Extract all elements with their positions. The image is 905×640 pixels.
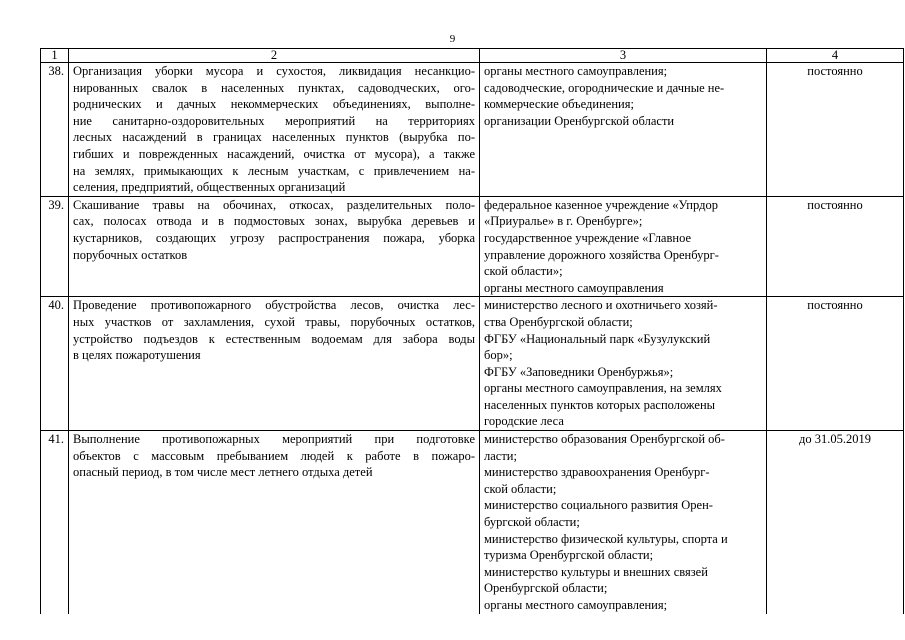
executor-line: государственное учреждение «Главное [484,230,692,245]
executor-line: министерство физической культуры, спорта и [484,531,728,546]
executor-line: населенных пунктов которых расположены [484,397,716,412]
measure-line: ных участков от захламления, сухой травы, порубочных остатков, [73,314,475,329]
table-row [41,431,904,614]
row-measure [69,431,480,614]
row-number: 39. [41,196,69,297]
row-executors [480,63,767,197]
table-header-row [41,49,904,63]
measure-line: кустарников, создающих угрозу распространения пожара, уборка [73,230,475,245]
measure-line: гибших и поврежденных насаждений, очистка от мусора), а также [73,146,475,161]
executor-line: Оренбургской области; [484,581,608,596]
row-executors [480,196,767,297]
row-term: до 31.05.2019 [767,431,904,614]
executor-line: органы местного самоуправления; [484,598,668,612]
header-col-1: 1 [41,49,69,63]
executor-line: министерство культуры и внешних связей [484,564,708,579]
row-term: постоянно [767,196,904,297]
row-term: постоянно [767,63,904,197]
row-executors [480,431,767,614]
measures-table [40,48,904,614]
executor-line: управление дорожного хозяйства Оренбург- [484,247,719,262]
executor-line: ства Оренбургской области; [484,314,633,329]
measure-line: ние санитарно-оздоровительных мероприятий на территориях [73,113,475,128]
executor-line: органы местного самоуправления [484,280,664,295]
measure-line: в целях пожаротушения [73,348,201,363]
row-number: 40. [41,297,69,431]
measure-line: порубочных остатков [73,247,188,262]
executor-line: организации Оренбургской области [484,113,675,128]
executor-line: «Приуралье» в г. Оренбурге»; [484,214,643,229]
measure-line: сах, полосах отвода и в подмостовых зонах, вырубка деревьев и [73,214,475,229]
measure-line: на землях, примыкающих к лесным участкам, с привлечением на- [73,163,475,178]
executor-line: органы местного самоуправления, на землях [484,381,722,396]
executor-line: ской области»; [484,264,563,279]
executor-line: ской области; [484,481,557,496]
header-col-3: 3 [480,49,767,63]
row-measure [69,196,480,297]
executor-line: органы местного самоуправления; [484,64,668,78]
row-term: постоянно [767,297,904,431]
row-measure [69,63,480,197]
header-col-4: 4 [767,49,904,63]
executor-line: туризма Оренбургской области; [484,548,654,563]
measure-line: лесных насаждений в границах населенных пунктов (вырубка по- [73,130,475,145]
table-row [41,297,904,431]
row-number: 41. [41,431,69,614]
executor-line: ФГБУ «Национальный парк «Бузулукский [484,331,711,346]
measure-line: Выполнение противопожарных мероприятий при подготовке [73,432,475,447]
executor-line: федеральное казенное учреждение «Упрдор [484,197,718,212]
executor-line: садоводческие, огороднические и дачные не- [484,80,725,95]
measure-line: роднических и дачных некоммерческих объединениях, выполне- [73,97,475,112]
measure-line: устройство подъездов к естественным водоемам для забора воды [73,331,475,346]
measure-line: селения, предприятий, общественных организаций [73,180,346,195]
executor-line: министерство лесного и охотничьего хозяй- [484,298,718,313]
measure-line: нированных свалок в населенных пунктах, садоводческих, ого- [73,80,475,95]
executor-line: коммерческие объединения; [484,97,634,112]
measure-line: Проведение противопожарного обустройства лесов, очистка лес- [73,298,475,313]
row-measure [69,297,480,431]
executor-line: министерство здравоохранения Оренбург- [484,465,710,480]
executor-line: бургской области; [484,515,580,530]
table-row [41,63,904,197]
row-executors [480,297,767,431]
executor-line: министерство образования Оренбургской об- [484,432,725,447]
header-col-2: 2 [69,49,480,63]
executor-line: министерство социального развития Орен- [484,498,713,513]
executor-line: городские леса [484,414,564,429]
page-number: 9 [449,33,456,45]
executor-line: ФГБУ «Заповедники Оренбуржья»; [484,364,674,379]
executor-line: ласти; [484,448,517,463]
measure-line: Скашивание травы на обочинах, откосах, разделительных поло- [73,197,475,212]
table-row [41,196,904,297]
measure-line: объектов с массовым пребыванием людей к работе в пожаро- [73,448,475,463]
executor-line: бор»; [484,348,513,363]
measure-line: Организация уборки мусора и сухостоя, ликвидация несанкцио- [73,64,475,78]
row-number: 38. [41,63,69,197]
measure-line: опасный период, в том числе мест летнего отдыха детей [73,465,373,480]
